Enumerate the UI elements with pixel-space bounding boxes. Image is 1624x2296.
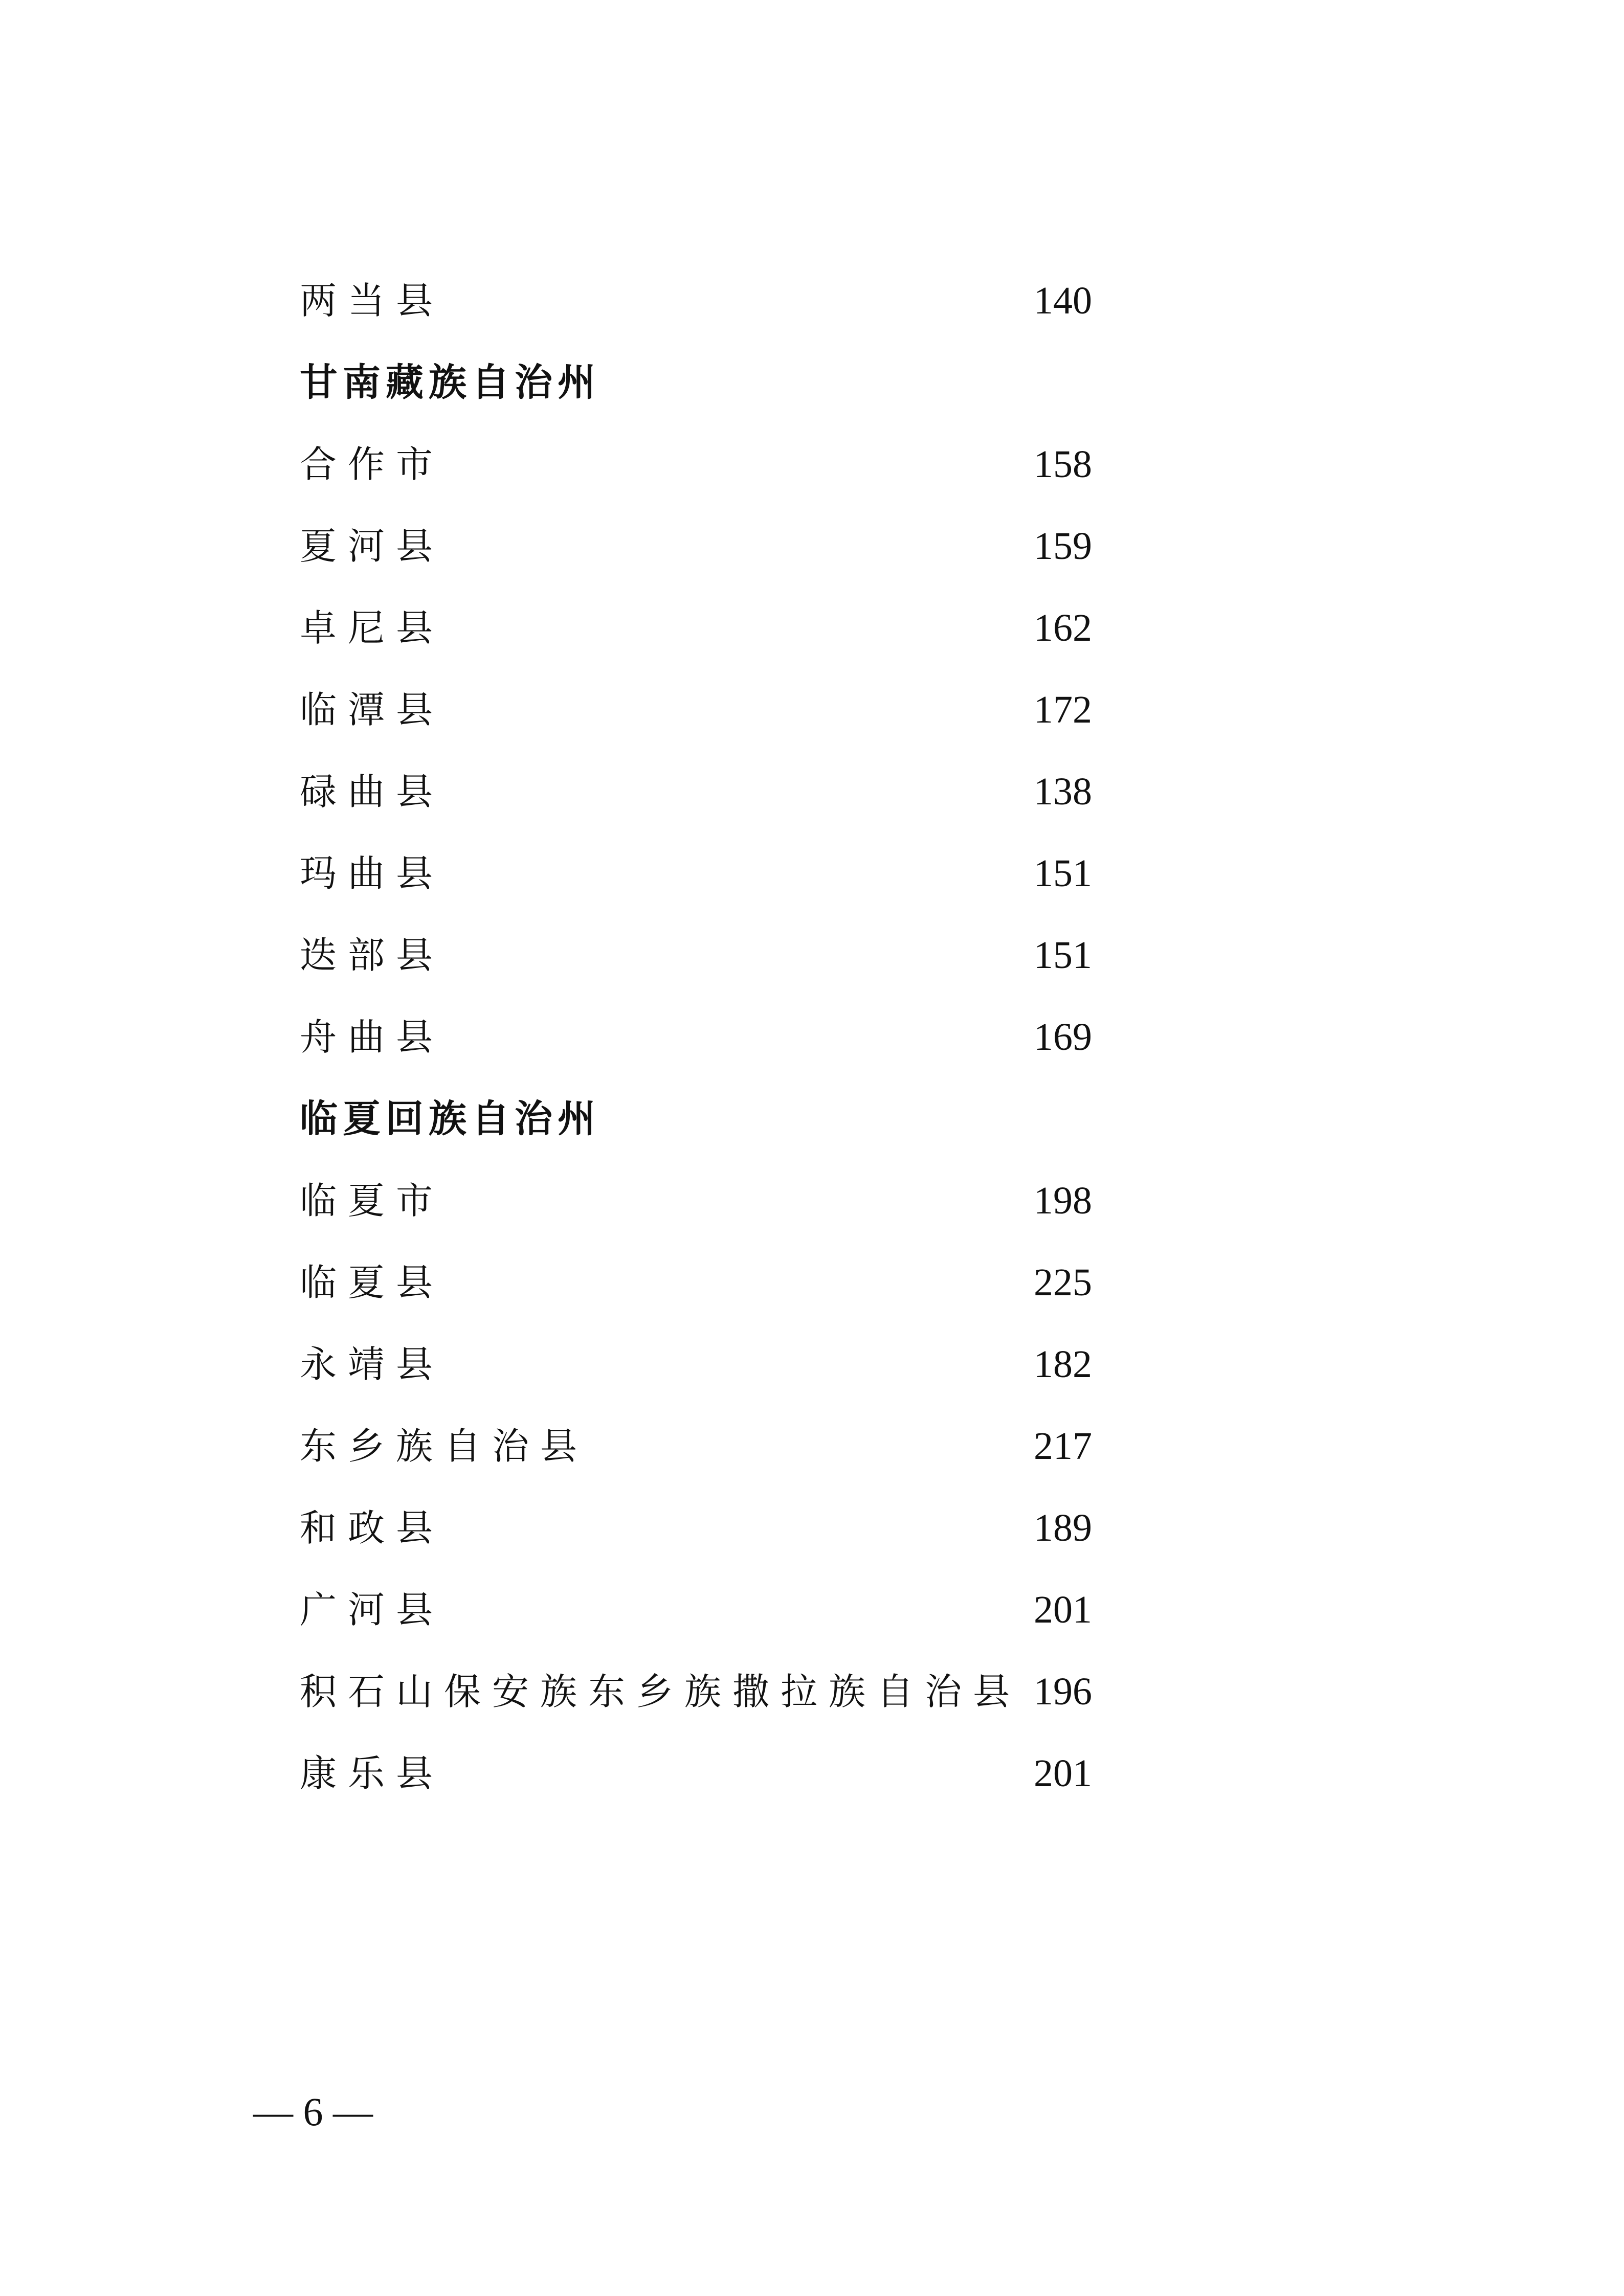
- list-item: [300, 1008, 1098, 1090]
- county-value: 169: [1034, 1016, 1092, 1059]
- county-name: 两当县: [300, 279, 444, 322]
- list-item: [300, 1581, 1098, 1663]
- list-item: [300, 1499, 1098, 1581]
- county-name: 永靖县: [300, 1343, 444, 1386]
- county-name: 康乐县: [300, 1752, 444, 1795]
- county-value: 189: [1034, 1506, 1092, 1549]
- county-name: 舟曲县: [300, 1016, 444, 1059]
- list-item: [300, 927, 1098, 1008]
- list-item: [300, 1663, 1098, 1745]
- county-name: 东乡族自治县: [300, 1425, 589, 1468]
- county-value: 162: [1034, 606, 1092, 649]
- county-value: 201: [1034, 1752, 1092, 1795]
- county-name: 夏河县: [300, 525, 444, 568]
- list-item: [300, 845, 1098, 927]
- list-item: [300, 1254, 1098, 1336]
- county-value: 151: [1034, 852, 1092, 895]
- page-number: — 6 —: [253, 2089, 373, 2134]
- list-item: [300, 599, 1098, 681]
- county-value: 140: [1034, 279, 1092, 322]
- county-name: 碌曲县: [300, 770, 444, 813]
- list-item: [300, 1336, 1098, 1417]
- county-value: 225: [1034, 1261, 1092, 1304]
- county-name: 迭部县: [300, 934, 444, 977]
- county-name: 广河县: [300, 1588, 444, 1631]
- county-value: 172: [1034, 688, 1092, 731]
- list-item: [300, 272, 1098, 354]
- county-name: 和政县: [300, 1506, 444, 1549]
- county-value: 158: [1034, 443, 1092, 486]
- county-value: 182: [1034, 1343, 1092, 1386]
- county-value: 201: [1034, 1588, 1092, 1631]
- county-name: 合作市: [300, 443, 444, 486]
- list-item: [300, 1745, 1098, 1827]
- list-item: [300, 1417, 1098, 1499]
- county-name: 临夏县: [300, 1261, 444, 1304]
- list-item: [300, 681, 1098, 763]
- list-item: [300, 436, 1098, 517]
- county-value: 196: [1034, 1670, 1092, 1713]
- county-value: 138: [1034, 770, 1092, 813]
- county-list: [300, 272, 1098, 1827]
- county-name: 卓尼县: [300, 606, 444, 649]
- list-item: [300, 763, 1098, 845]
- county-name: 临夏市: [300, 1179, 444, 1222]
- list-item: [300, 1172, 1098, 1254]
- county-name: 积石山保安族东乡族撒拉族自治县: [300, 1670, 1021, 1713]
- list-item: [300, 517, 1098, 599]
- county-value: 198: [1034, 1179, 1092, 1222]
- prefecture-heading: [300, 354, 1098, 436]
- prefecture-name: 临夏回族自治州: [300, 1097, 600, 1141]
- county-name: 临潭县: [300, 688, 444, 731]
- prefecture-heading: [300, 1090, 1098, 1172]
- county-value: 151: [1034, 934, 1092, 977]
- county-value: 217: [1034, 1425, 1092, 1468]
- prefecture-name: 甘南藏族自治州: [300, 361, 600, 404]
- county-name: 玛曲县: [300, 852, 444, 895]
- county-value: 159: [1034, 525, 1092, 568]
